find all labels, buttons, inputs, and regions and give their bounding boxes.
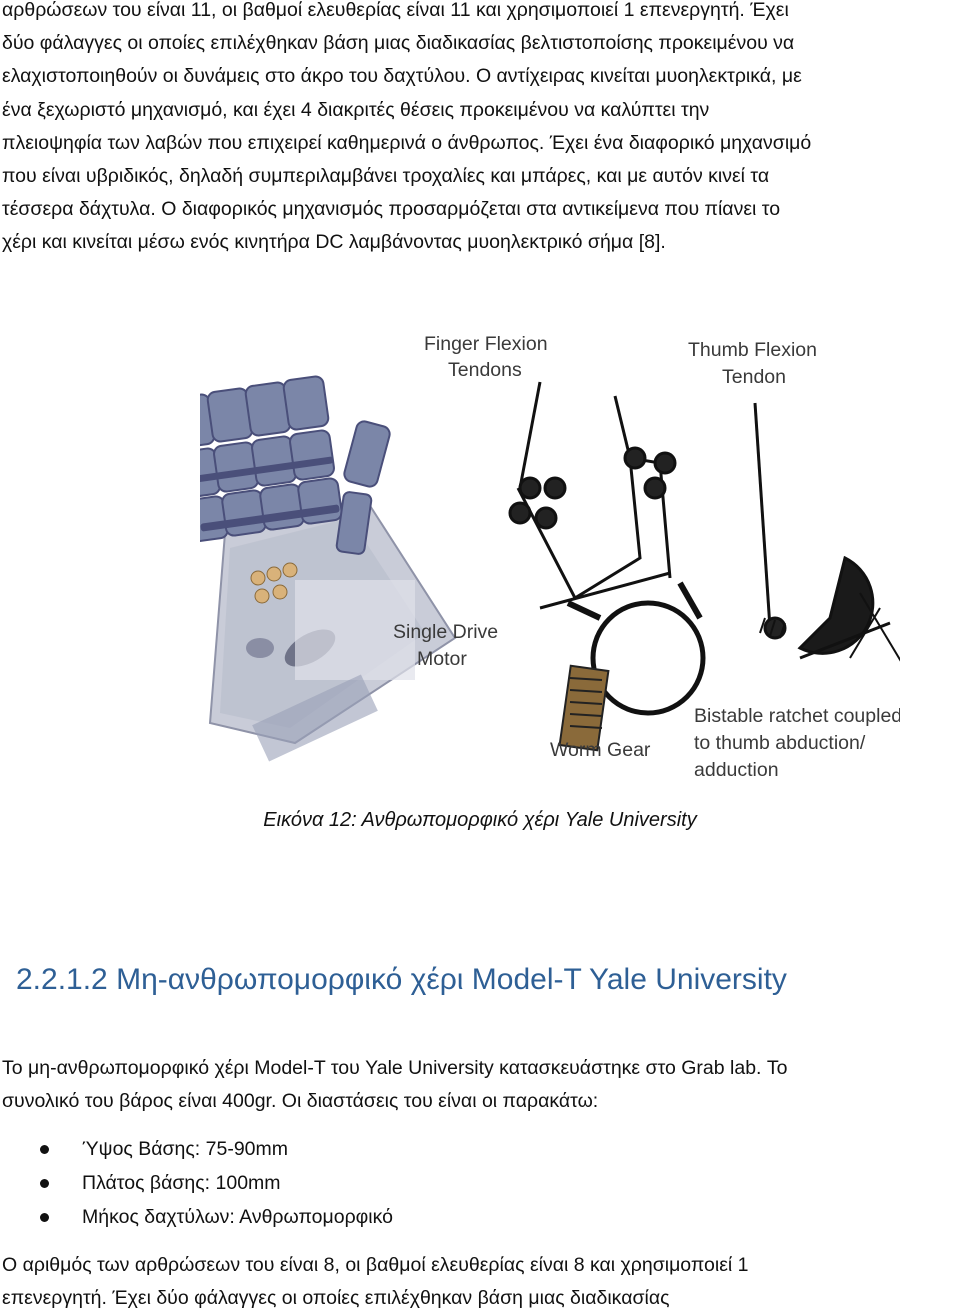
list-item-text: Ύψος Βάσης: 75-90mm <box>82 1138 288 1160</box>
finger-flexion-label: Finger Flexion <box>424 333 548 355</box>
text-line: πλειοψηφία των λαβών που επιχειρεί καθημερινά ο άνθρωπος. Έχει ένα διαφορικό μηχανσιμό <box>2 131 812 154</box>
thumb-flexion-label-2: Tendon <box>722 366 786 388</box>
thumb-flexion-label: Thumb Flexion <box>688 339 817 361</box>
text-line: τέσσερα δάχτυλα. Ο διαφορικός μηχανισμός προσαρμόζεται στα αντικείμενα που πίανει το <box>2 198 781 221</box>
list-item <box>0 1200 393 1234</box>
text-line: συνολικό του βάρος είναι 400gr. Οι διαστάσεις του είναι οι παρακάτω: <box>2 1090 599 1113</box>
drive-motor-label: Single Drive <box>393 621 499 643</box>
body-paragraph <box>2 1052 954 1118</box>
robot-hand-render <box>200 375 455 761</box>
body-paragraph <box>2 1249 954 1315</box>
text-line: αρθρώσεων του είναι 11, οι βαθμοί ελευθερίας είναι 11 και χρησιμοποιεί 1 επενεργητή. Έχει <box>2 0 789 21</box>
specs-list <box>0 1132 393 1234</box>
text-line: χέρι και κινείται μέσω ενός κινητήρα DC λαμβάνοντας μυοηλεκτρικό σήμα [8]. <box>2 231 666 254</box>
text-line: ένα ξεχωριστό μηχανισμό, και έχει 4 διακριτές θέσεις προκειμένου να καλύπτει την <box>2 98 710 121</box>
ratchet-label-2: to thumb abduction/ <box>694 732 866 754</box>
drive-pulley <box>593 603 703 713</box>
text-line: που είναι υβριδικός, δηλαδή συμπεριλαμβάνει τροχαλίες και μπάρες, και με αυτόν κινεί τα <box>2 165 770 188</box>
section-heading: 2.2.1.2 Μη-ανθρωπομορφικό χέρι Model-T Yale University <box>16 963 787 996</box>
bullet-icon <box>40 1179 49 1188</box>
hand-mechanism-figure <box>200 318 900 790</box>
text-line: δύο φάλαγγες οι οποίες επιλέχθηκαν βάση μιας διαδικασίας βελτιστοποίσης προκειμένου να <box>2 32 795 55</box>
bullet-icon <box>40 1213 49 1222</box>
finger-flexion-label-2: Tendons <box>448 359 522 381</box>
worm-gear-label: Worm Gear <box>550 739 651 761</box>
body-paragraph <box>2 0 954 260</box>
drive-schematic <box>510 338 900 750</box>
text-line: επενεργητή. Έχει δύο φάλαγγες οι οποίες επιλέχθηκαν βάση μιας διαδικασίας <box>2 1287 670 1310</box>
text-line: ελαχιστοποιηθούν οι δυνάμεις στο άκρο του δαχτύλου. Ο αντίχειρας κινείται μυοηλεκτρικά, με <box>2 65 802 88</box>
finger-tendon-left <box>520 382 540 488</box>
text-line: Ο αριθμός των αρθρώσεων του είναι 8, οι βαθμοί ελευθερίας είναι 8 και χρησιμοποιεί 1 <box>2 1254 749 1276</box>
text-line: Το μη-ανθρωπομορφικό χέρι Model-T του Yale University κατασκευάστηκε στο Grab lab. Το <box>2 1057 788 1079</box>
bullet-icon <box>40 1145 49 1154</box>
ratchet-label: Bistable ratchet coupled <box>694 705 900 727</box>
list-item-text: Πλάτος βάσης: 100mm <box>82 1172 281 1194</box>
thumb-tendon <box>755 403 770 628</box>
figure-drawing <box>200 318 900 790</box>
list-item-text: Μήκος δαχτύλων: Ανθρωπομορφικό <box>82 1206 394 1228</box>
list-item <box>0 1132 393 1166</box>
drive-motor-label-2: Motor <box>417 648 467 670</box>
finger-tendon-right <box>615 396 630 458</box>
list-item <box>0 1166 393 1200</box>
figure-caption: Εικόνα 12: Ανθρωπομορφικό χέρι Yale University <box>263 809 697 831</box>
ratchet-label-3: adduction <box>694 759 779 781</box>
